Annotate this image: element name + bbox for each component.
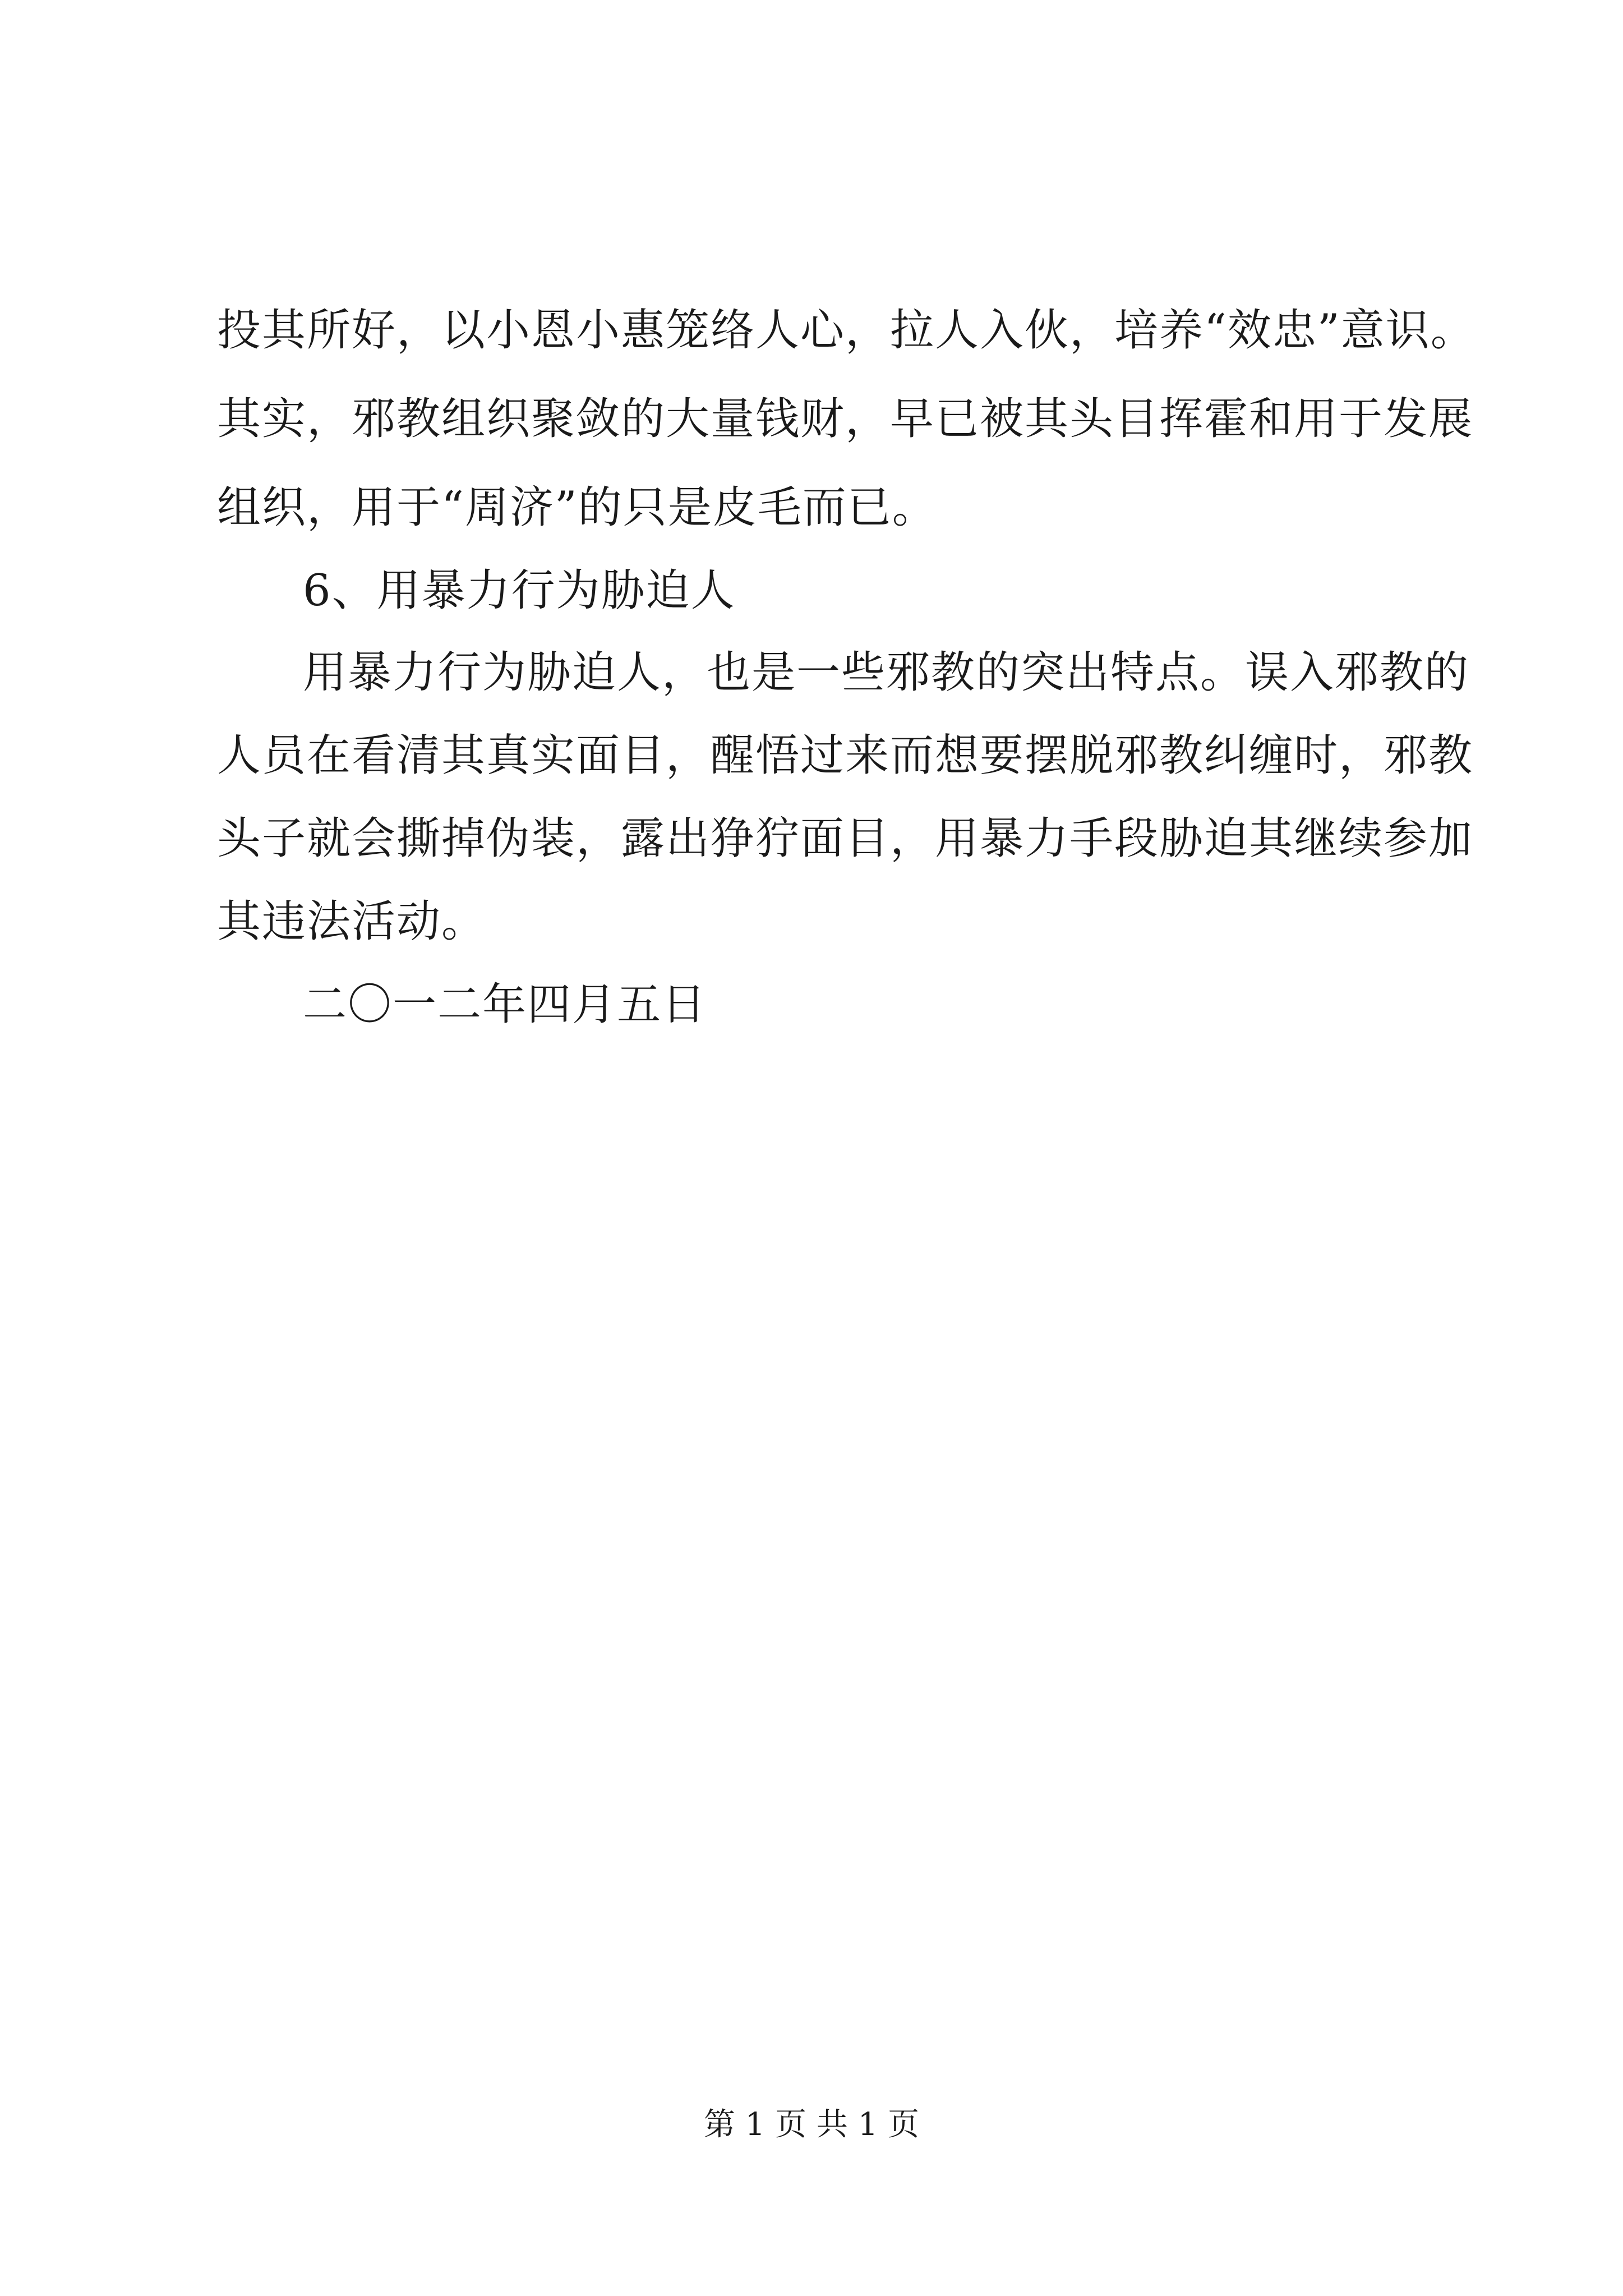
paragraph-line: 其实，邪教组织聚敛的大量钱财，早已被其头目挥霍和用于发展 <box>217 394 1474 444</box>
document-date: 二〇一二年四月五日 <box>303 979 707 1030</box>
page-footer: 第 1 页 共 1 页 <box>703 2106 920 2143</box>
section-heading: 6、用暴力行为胁迫人 <box>303 565 736 616</box>
paragraph-line: 组织，用于“周济”的只是皮毛而已。 <box>217 482 937 533</box>
paragraph-line: 投其所好，以小恩小惠笼络人心，拉人入伙，培养“效忠”意识。 <box>217 305 1476 356</box>
paragraph-line: 人员在看清其真实面目，醒悟过来而想要摆脱邪教纠缠时，邪教 <box>217 730 1474 781</box>
paragraph-line: 用暴力行为胁迫人，也是一些邪教的突出特点。误入邪教的 <box>303 647 1470 698</box>
paragraph-line: 头子就会撕掉伪装，露出狰狞面目，用暴力手段胁迫其继续参加 <box>217 813 1474 864</box>
paragraph-line: 其违法活动。 <box>217 896 487 947</box>
